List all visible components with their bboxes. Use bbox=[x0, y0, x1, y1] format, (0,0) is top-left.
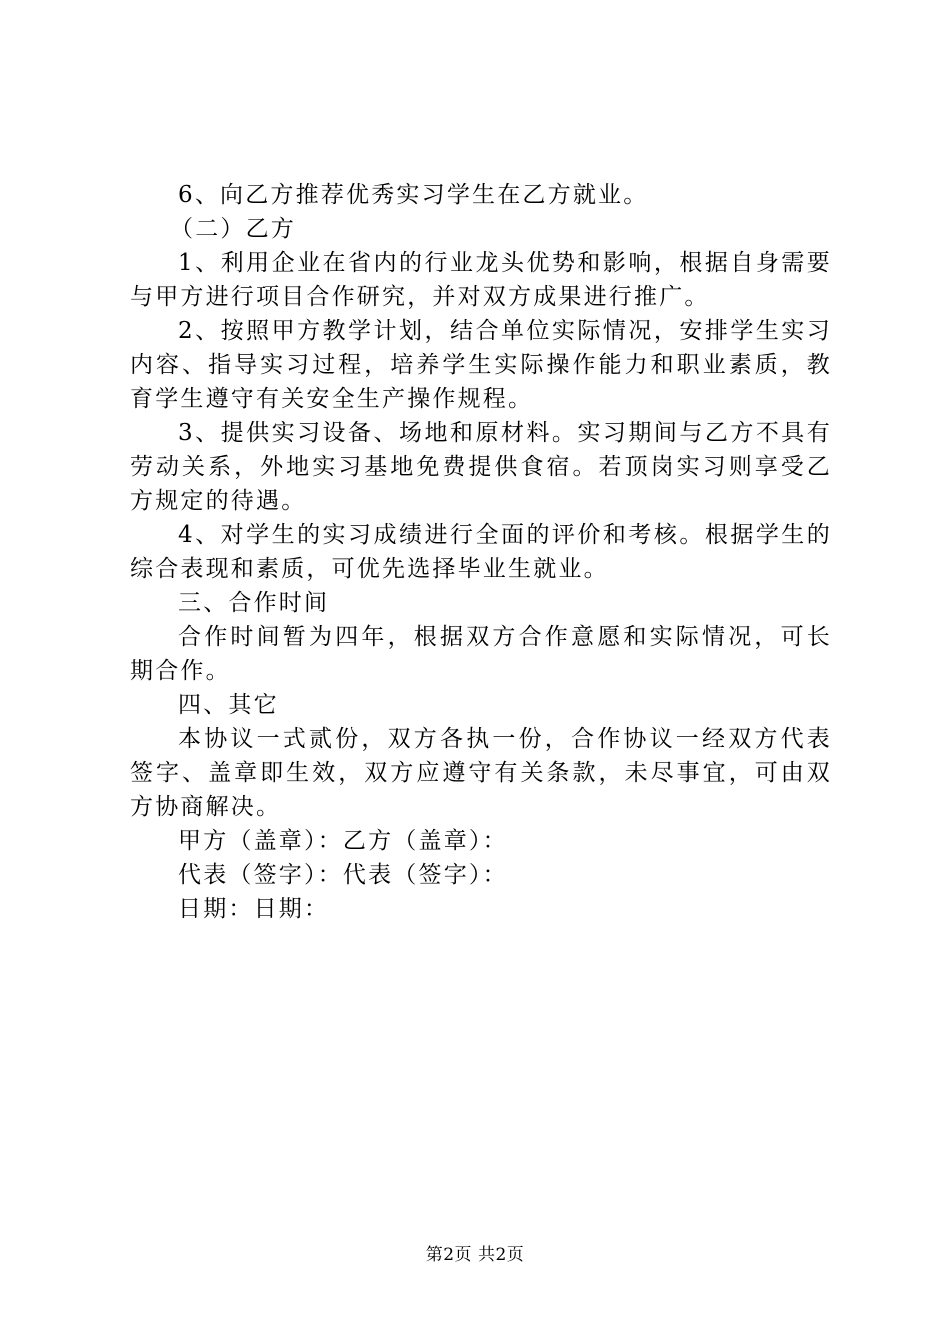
paragraph-b-item-3: 3、提供实习设备、场地和原材料。实习期间与乙方不具有劳动关系，外地实习基地免费提供食宿。若顶岗实习则享受乙方规定的待遇。 bbox=[130, 420, 832, 514]
paragraph-b-item-1: 1、利用企业在省内的行业龙头优势和影响，根据自身需要与甲方进行项目合作研究，并对双方成果进行推广。 bbox=[130, 250, 832, 310]
signature-seal-line: 甲方（盖章）：乙方（盖章）： bbox=[178, 828, 508, 854]
paragraph-b-item-4: 4、对学生的实习成绩进行全面的评价和考核。根据学生的综合表现和素质，可优先选择毕业生就业。 bbox=[130, 522, 832, 582]
paragraph-item-6-recommend: 6、向乙方推荐优秀实习学生在乙方就业。 bbox=[178, 182, 649, 208]
section-heading-other: 四、其它 bbox=[178, 692, 279, 718]
paragraph-b-item-2: 2、按照甲方教学计划，结合单位实际情况，安排学生实习内容、指导实习过程，培养学生实际操作能力和职业素质，教育学生遵守有关安全生产操作规程。 bbox=[130, 318, 832, 412]
section-heading-party-b: （二）乙方 bbox=[170, 216, 296, 242]
signature-date-line: 日期：日期： bbox=[178, 896, 330, 922]
paragraph-cooperation-time: 合作时间暂为四年，根据双方合作意愿和实际情况，可长期合作。 bbox=[130, 624, 832, 684]
page-number-footer: 第2页 共2页 bbox=[425, 1245, 525, 1265]
signature-representative-line: 代表（签字）：代表（签字）： bbox=[178, 862, 508, 888]
section-heading-cooperation-time: 三、合作时间 bbox=[178, 590, 330, 616]
paragraph-other: 本协议一式贰份，双方各执一份，合作协议一经双方代表签字、盖章即生效，双方应遵守有关条款，未尽事宜，可由双方协商解决。 bbox=[130, 726, 832, 820]
document-body bbox=[130, 178, 832, 926]
